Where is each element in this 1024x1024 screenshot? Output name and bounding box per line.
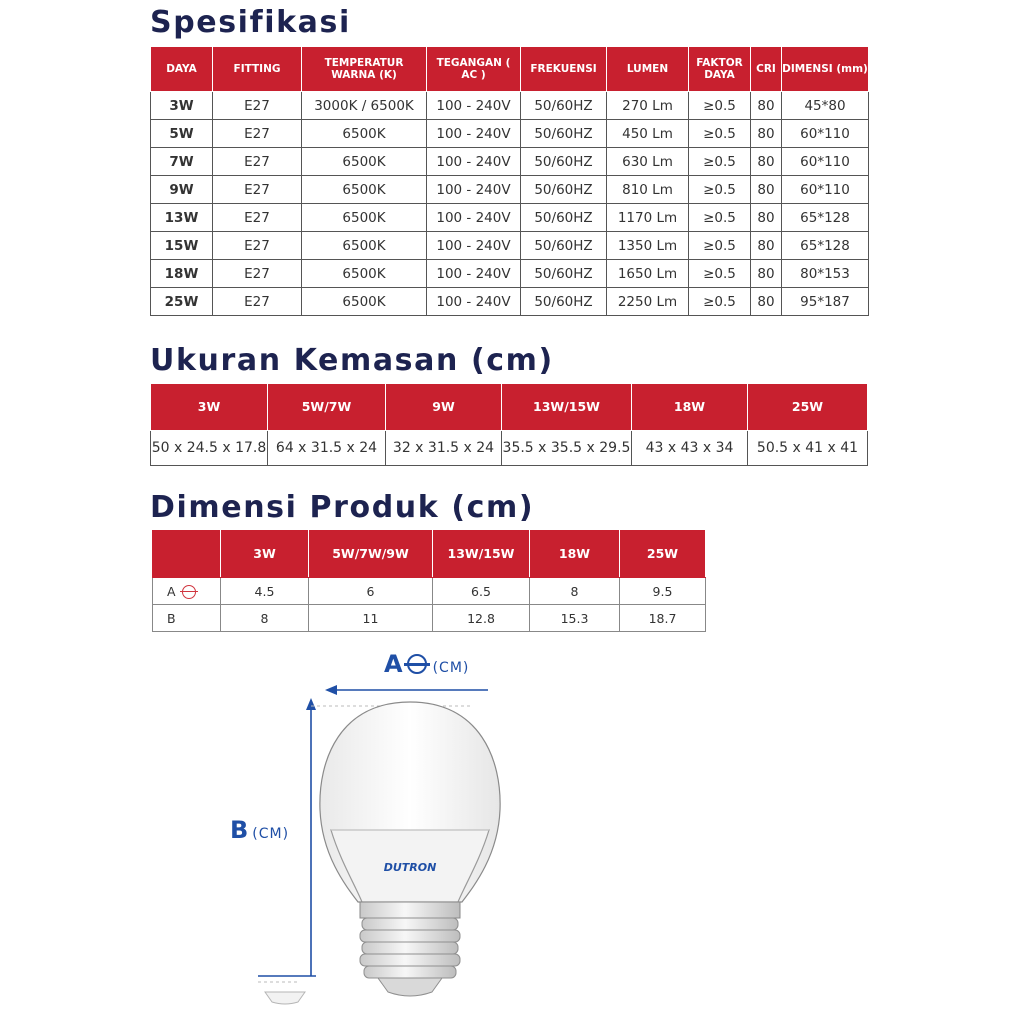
spec-header-cell: DIMENSI (mm): [782, 47, 869, 92]
spec-header-cell: FAKTOR DAYA: [689, 47, 751, 92]
spec-cell: 80: [751, 204, 782, 232]
spec-cell: 80*153: [782, 260, 869, 288]
packaging-value-cell: 32 x 31.5 x 24: [386, 431, 502, 466]
product-header-cell: 3W: [221, 531, 309, 578]
product-value-cell: 4.5: [221, 578, 309, 605]
spec-cell: 60*110: [782, 148, 869, 176]
spec-cell: 100 - 240V: [427, 148, 521, 176]
spec-cell: 80: [751, 288, 782, 316]
spec-title: Spesifikasi: [150, 5, 351, 40]
spec-power-cell: 9W: [151, 176, 213, 204]
table-row: [153, 578, 706, 605]
spec-cell: E27: [213, 204, 302, 232]
packaging-header-cell: 13W/15W: [502, 384, 632, 431]
spec-header-cell: TEMPERATUR WARNA (K): [302, 47, 427, 92]
product-value-cell: 12.8: [433, 605, 530, 632]
dimension-b-letter: B: [230, 816, 249, 844]
packaging-header-row: [151, 384, 868, 431]
spec-header-cell: FREKUENSI: [521, 47, 607, 92]
spec-cell: 3000K / 6500K: [302, 92, 427, 120]
packaging-value-cell: 43 x 43 x 34: [632, 431, 748, 466]
spec-cell: E27: [213, 120, 302, 148]
spec-table: [150, 46, 869, 316]
packaging-value-cell: 50.5 x 41 x 41: [748, 431, 868, 466]
screw-threads: [360, 918, 460, 978]
product-value-cell: 11: [309, 605, 433, 632]
spec-header-row: [151, 47, 869, 92]
product-header-row: [153, 531, 706, 578]
spec-cell: 50/60HZ: [521, 92, 607, 120]
spec-cell: E27: [213, 260, 302, 288]
spec-cell: 450 Lm: [607, 120, 689, 148]
dimension-a-unit: (CM): [432, 660, 470, 676]
product-value-cell: 8: [530, 578, 620, 605]
spec-cell: 6500K: [302, 260, 427, 288]
spec-power-cell: 13W: [151, 204, 213, 232]
product-value-cell: 18.7: [620, 605, 706, 632]
table-row: [151, 260, 869, 288]
product-corner-cell: [153, 531, 221, 578]
spec-cell: 80: [751, 232, 782, 260]
spec-cell: ≥0.5: [689, 232, 751, 260]
spec-header-cell: TEGANGAN ( AC ): [427, 47, 521, 92]
spec-cell: ≥0.5: [689, 148, 751, 176]
table-row: [151, 204, 869, 232]
spec-cell: 60*110: [782, 120, 869, 148]
spec-cell: 95*187: [782, 288, 869, 316]
packaging-title: Ukuran Kemasan (cm): [150, 343, 554, 378]
packaging-table: [150, 383, 868, 466]
packaging-value-row: [151, 431, 868, 466]
reflection-shape: [265, 992, 305, 1004]
spec-cell: 80: [751, 120, 782, 148]
spec-cell: 1650 Lm: [607, 260, 689, 288]
product-value-cell: 6: [309, 578, 433, 605]
spec-cell: 50/60HZ: [521, 176, 607, 204]
spec-header-cell: FITTING: [213, 47, 302, 92]
packaging-value-cell: 35.5 x 35.5 x 29.5: [502, 431, 632, 466]
spec-cell: 6500K: [302, 120, 427, 148]
spec-cell: 100 - 240V: [427, 176, 521, 204]
spec-cell: 65*128: [782, 232, 869, 260]
product-row-label: [153, 578, 221, 605]
spec-cell: 50/60HZ: [521, 288, 607, 316]
spec-cell: 6500K: [302, 204, 427, 232]
brand-logo: DUTRON: [383, 861, 437, 874]
spec-power-cell: 18W: [151, 260, 213, 288]
table-row: [151, 120, 869, 148]
spec-cell: 65*128: [782, 204, 869, 232]
product-value-cell: 8: [221, 605, 309, 632]
product-header-cell: 25W: [620, 531, 706, 578]
spec-cell: 80: [751, 148, 782, 176]
spec-cell: 45*80: [782, 92, 869, 120]
spec-cell: 80: [751, 176, 782, 204]
diameter-icon: [182, 585, 196, 599]
table-row: [151, 92, 869, 120]
spec-power-cell: 7W: [151, 148, 213, 176]
dimension-b-unit: (CM): [252, 826, 290, 842]
spec-cell: 630 Lm: [607, 148, 689, 176]
dimension-a-arrowhead: [325, 685, 337, 695]
bulb-dimension-diagram: [0, 640, 1024, 1024]
spec-cell: 1170 Lm: [607, 204, 689, 232]
spec-cell: ≥0.5: [689, 92, 751, 120]
packaging-header-cell: 3W: [151, 384, 268, 431]
table-row: [151, 288, 869, 316]
product-header-cell: 13W/15W: [433, 531, 530, 578]
spec-cell: 6500K: [302, 176, 427, 204]
spec-cell: 6500K: [302, 288, 427, 316]
spec-cell: 50/60HZ: [521, 204, 607, 232]
packaging-header-cell: 5W/7W: [268, 384, 386, 431]
spec-power-cell: 5W: [151, 120, 213, 148]
spec-power-cell: 3W: [151, 92, 213, 120]
spec-power-cell: 25W: [151, 288, 213, 316]
product-header-cell: 5W/7W/9W: [309, 531, 433, 578]
spec-cell: 60*110: [782, 176, 869, 204]
spec-cell: 270 Lm: [607, 92, 689, 120]
spec-cell: E27: [213, 92, 302, 120]
packaging-value-cell: 50 x 24.5 x 17.8: [151, 431, 268, 466]
spec-cell: 80: [751, 260, 782, 288]
row-label-text: B: [167, 610, 176, 626]
product-header-cell: 18W: [530, 531, 620, 578]
spec-cell: 100 - 240V: [427, 288, 521, 316]
spec-cell: E27: [213, 148, 302, 176]
product-value-cell: 9.5: [620, 578, 706, 605]
table-row: [153, 605, 706, 632]
table-row: [151, 176, 869, 204]
spec-cell: 100 - 240V: [427, 260, 521, 288]
spec-cell: 100 - 240V: [427, 120, 521, 148]
spec-cell: 6500K: [302, 232, 427, 260]
packaging-header-cell: 9W: [386, 384, 502, 431]
spec-cell: 50/60HZ: [521, 120, 607, 148]
spec-header-cell: DAYA: [151, 47, 213, 92]
product-value-cell: 6.5: [433, 578, 530, 605]
packaging-header-cell: 18W: [632, 384, 748, 431]
product-title: Dimensi Produk (cm): [150, 490, 535, 525]
spec-cell: E27: [213, 288, 302, 316]
table-row: [151, 232, 869, 260]
spec-cell: 1350 Lm: [607, 232, 689, 260]
spec-cell: E27: [213, 176, 302, 204]
spec-cell: ≥0.5: [689, 204, 751, 232]
table-row: [151, 148, 869, 176]
spec-cell: 50/60HZ: [521, 232, 607, 260]
bulb-drawing: [0, 640, 1024, 1024]
spec-cell: 810 Lm: [607, 176, 689, 204]
product-row-label: [153, 605, 221, 632]
product-value-cell: 15.3: [530, 605, 620, 632]
spec-cell: ≥0.5: [689, 120, 751, 148]
bulb-collar: [360, 902, 460, 918]
packaging-value-cell: 64 x 31.5 x 24: [268, 431, 386, 466]
spec-header-cell: LUMEN: [607, 47, 689, 92]
spec-cell: 100 - 240V: [427, 204, 521, 232]
dimension-b-arrowhead: [306, 698, 316, 710]
row-label-text: A: [167, 583, 176, 599]
product-dimension-table: [152, 530, 706, 632]
spec-cell: 50/60HZ: [521, 260, 607, 288]
spec-header-cell: CRI: [751, 47, 782, 92]
spec-cell: E27: [213, 232, 302, 260]
spec-cell: 50/60HZ: [521, 148, 607, 176]
dimension-a-letter: A: [384, 650, 403, 678]
spec-cell: 80: [751, 92, 782, 120]
spec-cell: 6500K: [302, 148, 427, 176]
spec-cell: ≥0.5: [689, 260, 751, 288]
spec-cell: 100 - 240V: [427, 232, 521, 260]
spec-cell: ≥0.5: [689, 176, 751, 204]
spec-cell: ≥0.5: [689, 288, 751, 316]
bulb-tip: [378, 978, 442, 996]
spec-cell: 100 - 240V: [427, 92, 521, 120]
packaging-header-cell: 25W: [748, 384, 868, 431]
spec-cell: 2250 Lm: [607, 288, 689, 316]
spec-power-cell: 15W: [151, 232, 213, 260]
